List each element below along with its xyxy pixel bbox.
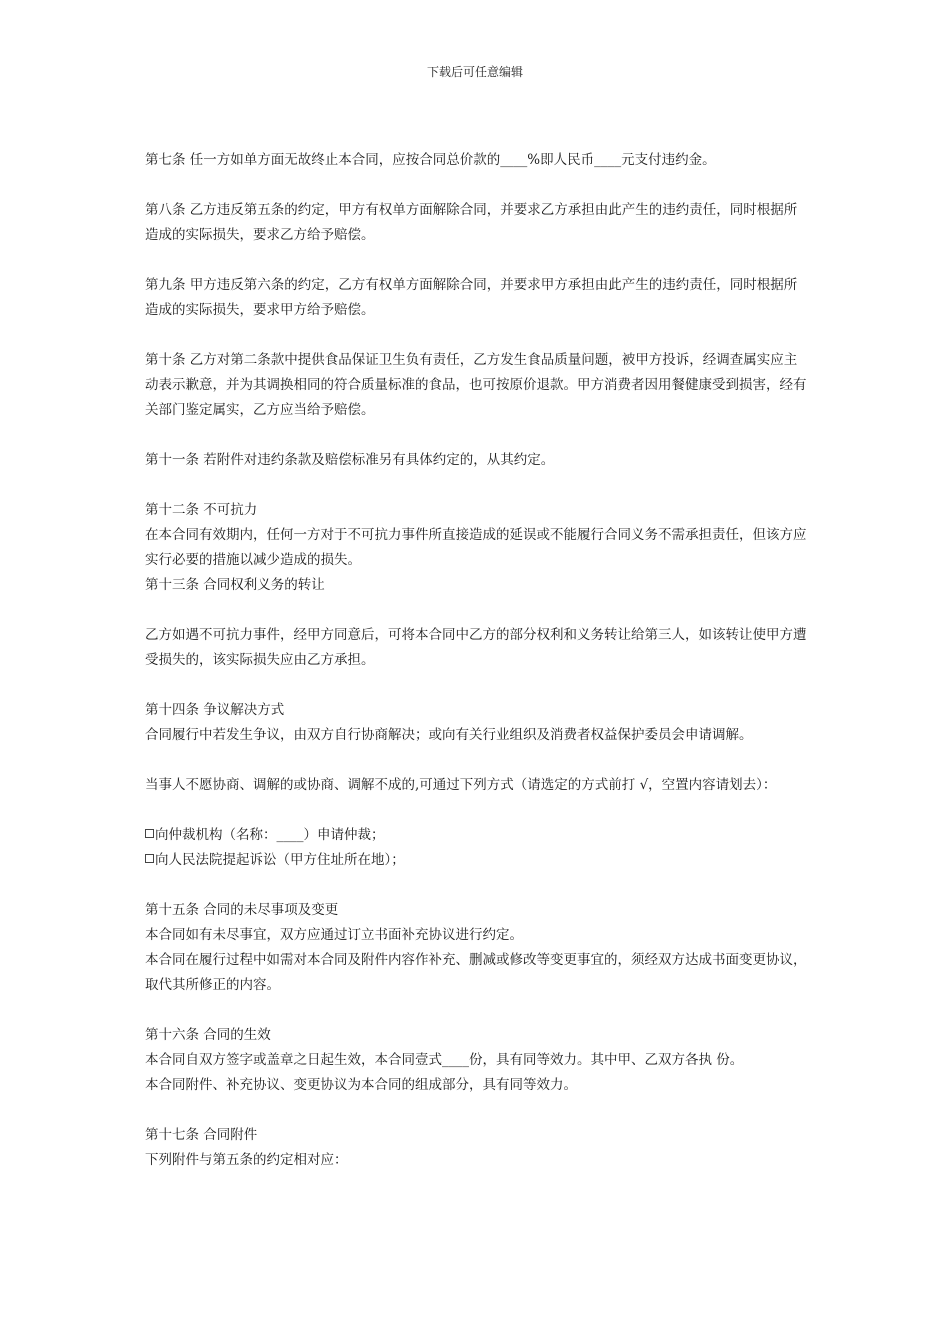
checkbox-square-icon <box>145 829 154 838</box>
paragraph-spacer <box>145 1098 810 1123</box>
paragraph-text: 第八条 乙方违反第五条的约定，甲方有权单方面解除合同，并要求乙方承担由此产生的违约责任，同时根据所造成的实际损失，要求乙方给予赔偿。 <box>145 202 798 243</box>
paragraph-text: 本合同在履行过程中如需对本合同及附件内容作补充、删减或修改等变更事宜的，须经双方达成书面变更协议，取代其所修正的内容。 <box>145 952 807 993</box>
paragraph-text: 第十三条 合同权利义务的转让 <box>145 577 325 593</box>
contract-paragraph <box>145 698 810 723</box>
paragraph-text: 第十六条 合同的生效 <box>145 1027 271 1043</box>
contract-paragraph <box>145 198 810 248</box>
contract-paragraph <box>145 573 810 598</box>
paragraph-spacer <box>145 473 810 498</box>
paragraph-text: 第十二条 不可抗力 <box>145 502 258 518</box>
page-header: 下载后可任意编辑 <box>426 65 523 79</box>
paragraph-text: 本合同附件、补充协议、变更协议为本合同的组成部分，具有同等效力。 <box>145 1077 577 1093</box>
contract-paragraph <box>145 523 810 573</box>
paragraph-text: 第十五条 合同的未尽事项及变更 <box>145 902 339 918</box>
paragraph-spacer <box>145 998 810 1023</box>
contract-paragraph <box>145 498 810 523</box>
contract-paragraph <box>145 348 810 423</box>
paragraph-spacer <box>145 673 810 698</box>
paragraph-text: 下列附件与第五条的约定相对应： <box>145 1152 348 1168</box>
paragraph-spacer <box>145 798 810 823</box>
contract-paragraph <box>145 273 810 323</box>
contract-paragraph <box>145 1148 810 1173</box>
contract-paragraph <box>145 923 810 948</box>
checkbox-square-icon <box>145 854 154 863</box>
paragraph-spacer <box>145 323 810 348</box>
checkbox-option <box>145 823 810 848</box>
contract-paragraph <box>145 723 810 748</box>
paragraph-text: 本合同如有未尽事宜，双方应通过订立书面补充协议进行约定。 <box>145 927 523 943</box>
paragraph-spacer <box>145 248 810 273</box>
paragraph-spacer <box>145 748 810 773</box>
contract-paragraph <box>145 148 810 173</box>
paragraph-text: 向仲裁机构（名称：____）申请仲裁； <box>155 827 385 843</box>
paragraph-text: 在本合同有效期内，任何一方对于不可抗力事件所直接造成的延误或不能履行合同义务不需承担责任，但该方应实行必要的措施以减少造成的损失。 <box>145 527 807 568</box>
paragraph-text: 第九条 甲方违反第六条的约定，乙方有权单方面解除合同，并要求甲方承担由此产生的违约责任，同时根据所造成的实际损失，要求甲方给予赔偿。 <box>145 277 798 318</box>
paragraph-text: 第十七条 合同附件 <box>145 1127 258 1143</box>
contract-paragraph <box>145 1023 810 1048</box>
contract-paragraph <box>145 1048 810 1073</box>
checkbox-option <box>145 848 810 873</box>
paragraph-text: 第十条 乙方对第二条款中提供食品保证卫生负有责任，乙方发生食品质量问题，被甲方投诉，经调查属实应主动表示歉意，并为其调换相同的符合质量标准的食品，也可按原价退款。甲方消费者因用餐健康受到损害，经有关部门鉴定属实，乙方应当给予赔偿。 <box>145 352 807 418</box>
contract-paragraph <box>145 623 810 673</box>
paragraph-spacer <box>145 423 810 448</box>
contract-paragraph <box>145 773 810 798</box>
contract-paragraph <box>145 448 810 473</box>
paragraph-text: 第十一条 若附件对违约条款及赔偿标准另有具体约定的，从其约定。 <box>145 452 555 468</box>
paragraph-text: 当事人不愿协商、调解的或协商、调解不成的,可通过下列方式（请选定的方式前打 √，空置内容请划去）： <box>145 777 777 793</box>
contract-paragraph <box>145 1073 810 1098</box>
paragraph-text: 合同履行中若发生争议，由双方自行协商解决；或向有关行业组织及消费者权益保护委员会申请调解。 <box>145 727 753 743</box>
paragraph-text: 第十四条 争议解决方式 <box>145 702 285 718</box>
contract-paragraph <box>145 1123 810 1148</box>
contract-body <box>145 148 810 1173</box>
contract-paragraph <box>145 948 810 998</box>
paragraph-spacer <box>145 598 810 623</box>
paragraph-text: 本合同自双方签字或盖章之日起生效，本合同壹式____份，具有同等效力。其中甲、乙双方各执 份。 <box>145 1052 744 1068</box>
paragraph-text: 乙方如遇不可抗力事件，经甲方同意后，可将本合同中乙方的部分权利和义务转让给第三人，如该转让使甲方遭受损失的，该实际损失应由乙方承担。 <box>145 627 807 668</box>
paragraph-text: 第七条 任一方如单方面无故终止本合同，应按合同总价款的____%即人民币____元支付违约金。 <box>145 152 716 168</box>
paragraph-spacer <box>145 873 810 898</box>
contract-paragraph <box>145 898 810 923</box>
paragraph-text: 向人民法院提起诉讼（甲方住址所在地）； <box>155 852 405 868</box>
paragraph-spacer <box>145 173 810 198</box>
